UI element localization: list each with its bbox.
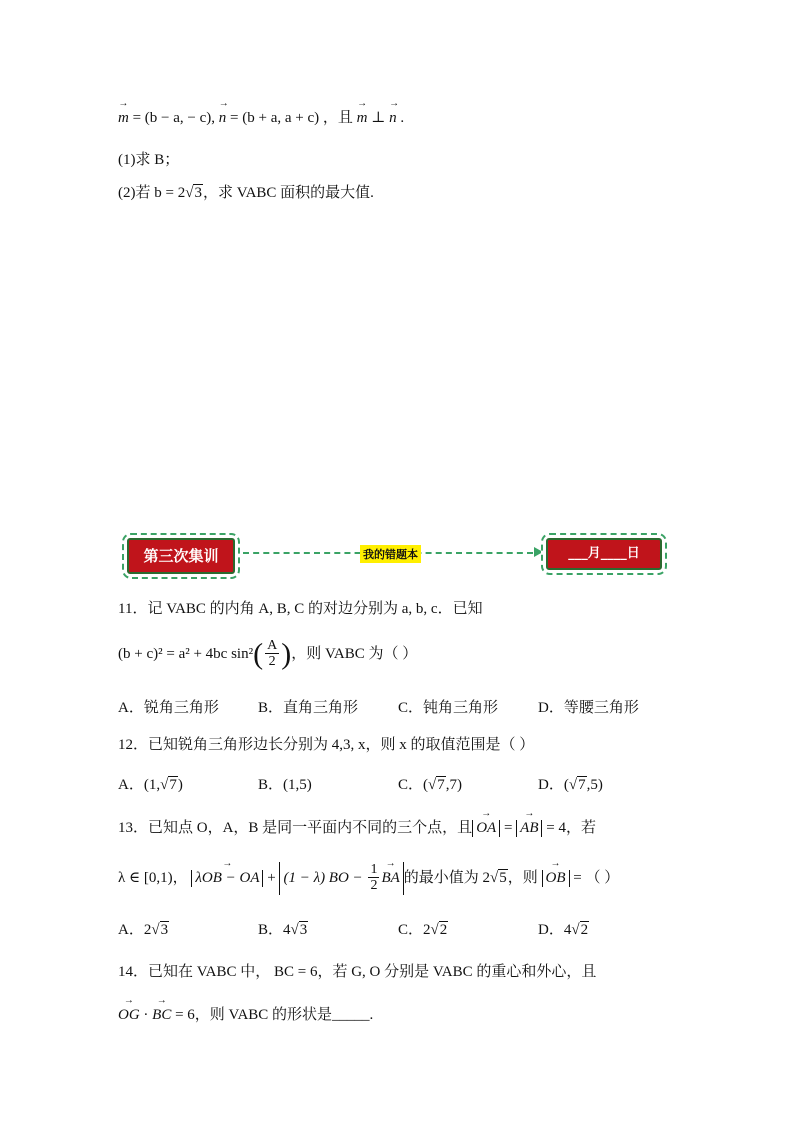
sqrt: √5 xyxy=(490,870,507,887)
problem-11-option-b: B．直角三角形 xyxy=(258,700,359,716)
vector-og: → OG xyxy=(118,1007,140,1024)
vector-expression: → λOB − OA xyxy=(195,870,259,887)
text: = xyxy=(500,820,517,836)
problem-14-line-2 xyxy=(118,1003,373,1024)
text: D．4 xyxy=(538,922,572,938)
text: λ ∈ [0,1)， xyxy=(118,870,188,887)
problem-11-option-c: C．钝角三角形 xyxy=(398,700,499,716)
problem-13-option-c xyxy=(398,918,448,939)
text: (b + c)² = a² + 4bc sin² xyxy=(118,646,254,663)
abs-ab xyxy=(516,820,542,837)
date-badge xyxy=(541,533,667,575)
vector-m: → m xyxy=(118,110,129,127)
problem-14-line-1: 14．已知在 VABC 中， BC = 6，若 G, O 分别是 VABC 的重心和外心，且 xyxy=(118,964,597,980)
radicand: 2 xyxy=(439,922,448,938)
vector-oa: → OA xyxy=(476,820,496,837)
problem-13-line-1 xyxy=(118,816,596,837)
text: A．2 xyxy=(118,922,152,938)
text: + xyxy=(263,870,280,887)
problem-12-option-b: B．(1,5) xyxy=(258,777,312,793)
question-1: (1)求 B； xyxy=(118,152,180,168)
problem-11-option-d: D．等腰三角形 xyxy=(538,700,639,716)
problem-13-option-a xyxy=(118,918,169,939)
vector-expression: (1 − λ) BO − xyxy=(283,870,367,887)
problem-13-option-b xyxy=(258,918,308,939)
sqrt: √7 xyxy=(428,777,445,793)
vector-m-2: → m xyxy=(357,110,368,127)
period: . xyxy=(400,110,405,126)
text: D．( xyxy=(538,777,569,793)
text: ,7) xyxy=(445,777,462,793)
denominator: 2 xyxy=(268,654,276,670)
radicand: 7 xyxy=(437,777,445,793)
sqrt: √2 xyxy=(430,922,448,938)
top-line-1 xyxy=(118,106,404,127)
problem-12-line-1: 12．已知锐角三角形边长分别为 4,3, x，则 x 的取值范围是（ ） xyxy=(118,737,535,753)
training-badge xyxy=(122,533,240,579)
dot-operator: · xyxy=(139,1007,153,1023)
text: = 6，则 VABC 的形状是_____. xyxy=(171,1007,374,1023)
text: = 4，若 xyxy=(542,820,596,836)
perp-symbol: ⊥ xyxy=(371,110,390,126)
radicand: 5 xyxy=(499,870,507,887)
text: ，则 xyxy=(507,870,542,887)
problem-11-option-a: A．锐角三角形 xyxy=(118,700,219,716)
text: A．(1, xyxy=(118,777,161,793)
text: ) xyxy=(177,777,183,793)
date-badge-label: ___月____日 xyxy=(546,538,662,570)
radicand: 3 xyxy=(160,922,169,938)
abs-expression-1 xyxy=(191,870,263,887)
fraction-a-over-2 xyxy=(265,638,279,671)
text: = (b − a, − c), xyxy=(132,110,219,126)
vector-n-2: → n xyxy=(389,110,397,127)
text: ,5) xyxy=(586,777,603,793)
problem-12-option-d xyxy=(538,773,603,794)
sqrt: √3 xyxy=(290,922,308,938)
fraction-one-half xyxy=(368,862,379,895)
text: B．4 xyxy=(258,922,291,938)
vector-ba: → BA xyxy=(381,870,399,887)
text: ，则 VABC 为（ ） xyxy=(291,646,418,663)
abs-expression-2 xyxy=(279,862,403,895)
text: 的最小值为 2 xyxy=(403,870,491,887)
sqrt: √2 xyxy=(571,922,589,938)
numerator: 1 xyxy=(370,862,378,877)
radicand: 2 xyxy=(580,922,589,938)
vector-bc: → BC xyxy=(152,1007,171,1024)
mistake-book-tag: 我的错题本 xyxy=(360,545,421,563)
text: (2)若 b = 2 xyxy=(118,185,186,201)
sqrt: √7 xyxy=(160,777,177,793)
problem-13-option-d xyxy=(538,918,589,939)
denominator: 2 xyxy=(370,878,378,894)
radicand: 3 xyxy=(299,922,308,938)
numerator: A xyxy=(267,638,278,653)
text: ，求 VABC 面积的最大值. xyxy=(202,185,374,201)
abs-oa xyxy=(472,820,500,837)
text: 13．已知点 O，A，B 是同一平面内不同的三个点，且 xyxy=(118,820,473,836)
sqrt: √7 xyxy=(568,777,586,793)
question-2 xyxy=(118,181,374,202)
problem-12-option-c xyxy=(398,773,462,794)
problem-12-option-a xyxy=(118,773,183,794)
radicand: 7 xyxy=(169,777,177,793)
abs-ob xyxy=(542,870,570,887)
problem-11-line-1: 11．记 VABC 的内角 A, B, C 的对边分别为 a, b, c．已知 xyxy=(118,601,483,617)
radicand: 7 xyxy=(578,777,586,793)
vector-n: → n xyxy=(219,110,227,127)
sqrt: √3 xyxy=(151,922,169,938)
text: ，且 xyxy=(322,110,357,126)
problem-13-line-2 xyxy=(118,862,619,895)
text: = (b + a, a + c) xyxy=(230,110,320,126)
vector-ob: → OB xyxy=(546,870,566,887)
vector-ab: → AB xyxy=(520,820,538,837)
text: = （ ） xyxy=(569,870,620,887)
problem-11-equation: (b + c)² = a² + 4bc sin²( $\frac{A}{2}$ )，则 VABC 为（ ） xyxy=(118,637,418,671)
sqrt: √3 xyxy=(185,185,202,201)
training-badge-label: 第三次集训 xyxy=(127,538,235,574)
radicand: 3 xyxy=(194,185,202,201)
text: C．( xyxy=(398,777,429,793)
text: C．2 xyxy=(398,922,431,938)
